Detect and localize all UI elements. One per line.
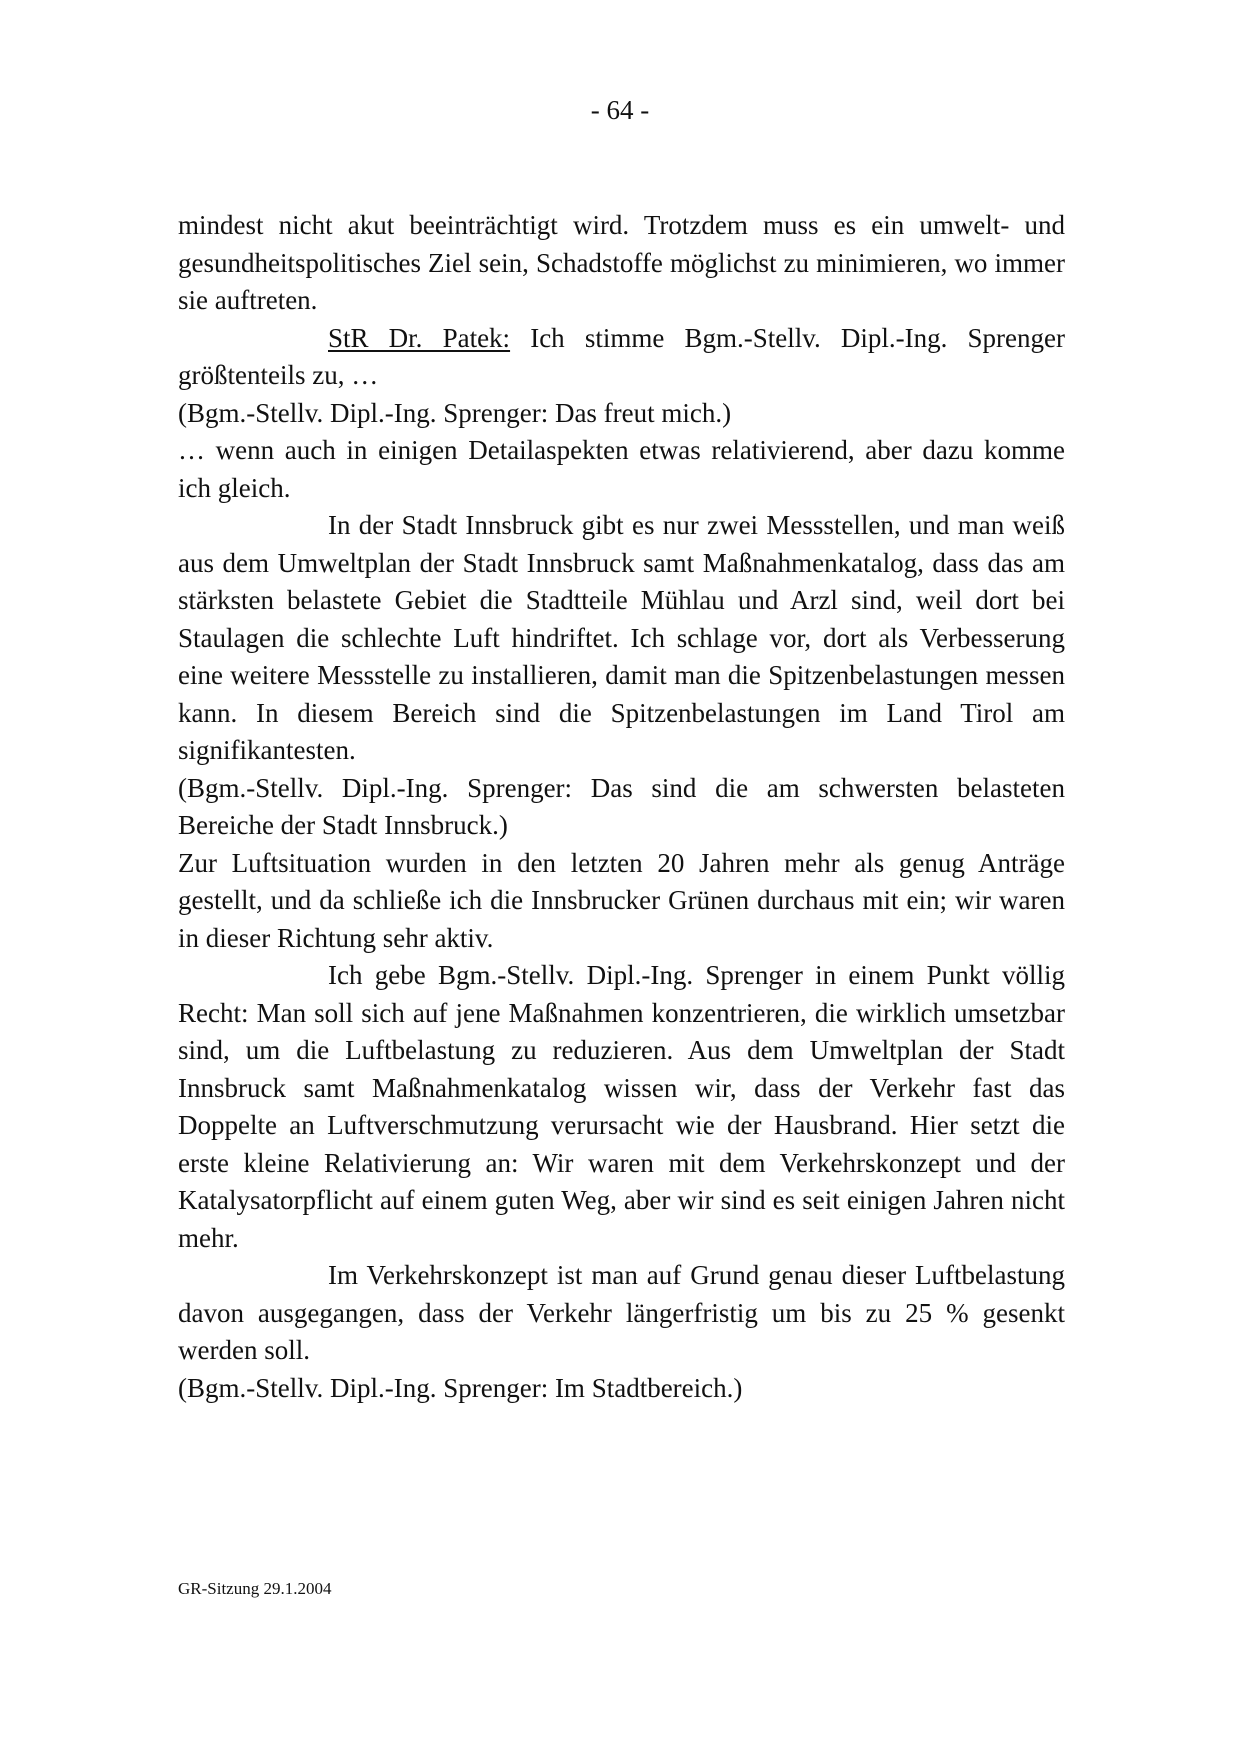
paragraph-8: Ich gebe Bgm.-Stellv. Dipl.-Ing. Sprenger in einem Punkt völlig Recht: Man soll sich auf jene Maßnahmen konzentrieren, die wirklich umsetzbar sind, um die Luftbelastung zu reduzieren. Aus dem Umweltplan der Stadt Innsbruck samt Maßnahmenkatalog wissen wir, dass der Verkehr fast das Doppelte an Luftverschmutzung verursacht wie der Hausbrand. Hier setzt die erste kleine Relativierung an: Wir waren mit dem Verkehrskonzept und der Katalysatorpflicht auf einem guten Weg, aber wir sind es seit einigen Jahren nicht mehr. <box>178 960 1065 1253</box>
page-number: - 64 - <box>590 95 650 125</box>
paragraph-3: (Bgm.-Stellv. Dipl.-Ing. Sprenger: Das freut mich.) <box>178 397 732 428</box>
paragraph-10: (Bgm.-Stellv. Dipl.-Ing. Sprenger: Im Stadtbereich.) <box>178 1372 743 1403</box>
paragraph-7: Zur Luftsituation wurden in den letzten 20 Jahren mehr als genug Anträge gestellt, und da schließe ich die Innsbrucker Grünen durchaus mit ein; wir waren in dieser Richtung sehr aktiv. <box>178 847 1065 953</box>
speaker-name: StR Dr. Patek: <box>328 322 511 353</box>
paragraph-1: mindest nicht akut beeinträchtigt wird. Trotzdem muss es ein umwelt- und gesundheitspolitisches Ziel sein, Schadstoffe möglichst zu minimieren, wo immer sie auftreten. <box>178 210 1065 315</box>
paragraph-2 <box>178 320 1065 395</box>
paragraph-6: (Bgm.-Stellv. Dipl.-Ing. Sprenger: Das sind die am schwersten belasteten Bereiche der Stadt Innsbruck.) <box>178 772 1065 840</box>
paragraph-4: … wenn auch in einigen Detailaspekten etwas relativierend, aber dazu komme ich gleich. <box>178 435 1065 503</box>
footer-session-date: GR-Sitzung 29.1.2004 <box>178 1579 332 1598</box>
paragraph-9: Im Verkehrskonzept ist man auf Grund genau dieser Luftbelastung davon ausgegangen, dass der Verkehr längerfristig um bis zu 25 % gesenkt werden soll. <box>178 1260 1065 1365</box>
body-text <box>178 207 1065 1407</box>
paragraph-2-text: Ich stimme Bgm.-Stellv. Dipl.-Ing. Sprenger größtenteils zu, … <box>178 322 1065 390</box>
paragraph-5: In der Stadt Innsbruck gibt es nur zwei Messstellen, und man weiß aus dem Umweltplan der Stadt Innsbruck samt Maßnahmenkatalog, dass das am stärksten belastete Gebiet die Stadtteile Mühlau und Arzl sind, weil dort bei Staulagen die schlechte Luft hindriftet. Ich schlage vor, dort als Verbesserung eine weitere Messstelle zu installieren, damit man die Spitzenbelastungen messen kann. In diesem Bereich sind die Spitzenbelastungen im Land Tirol am signifikantesten. <box>178 510 1065 765</box>
